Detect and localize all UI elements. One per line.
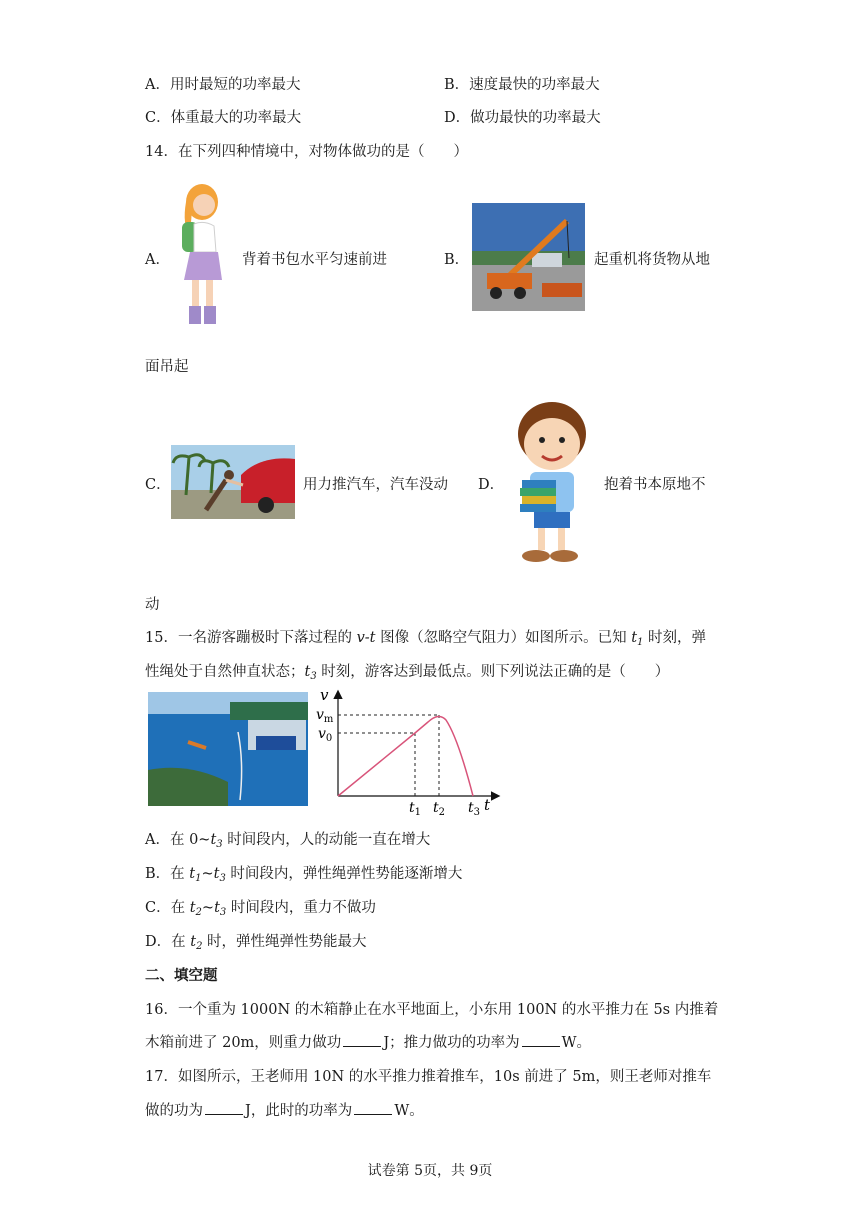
t3-label: $t_3$: [468, 800, 481, 818]
q15-option-d: D．在 $t_2$ 时，弹性绳弹性势能最大: [145, 934, 367, 952]
page-footer: 试卷第 5页，共 9页: [367, 1163, 493, 1179]
q13-option-d: D．做功最快的功率最大: [444, 110, 601, 126]
q14-c-letter: C．: [145, 477, 171, 493]
q13-option-b: B．速度最快的功率最大: [444, 77, 600, 93]
boy-holding-books-illustration: [508, 400, 590, 568]
q15-stem-line1: 15．一名游客蹦极时下落过程的 v-t 图像（忽略空气阻力）如图所示。已知 $t_1$ 时刻，弹: [145, 630, 707, 648]
q15-option-b: B．在 $t_1\sim t_3$ 时间段内，弹性绳弹性势能逐渐增大: [145, 866, 463, 884]
crane-photo: [472, 203, 585, 311]
bungee-jump-photo: [148, 692, 308, 806]
t-axis-label: t: [484, 796, 491, 814]
q14-c-text: 用力推汽车，汽车没动: [303, 477, 448, 493]
q14-stem: 14．在下列四种情境中，对物体做功的是（ ）: [145, 144, 468, 160]
push-car-photo: [171, 445, 295, 519]
q14-b-letter: B．: [444, 252, 470, 268]
section-heading-fill-in: 二、填空题: [145, 967, 218, 984]
q14-d-letter: D．: [478, 477, 505, 493]
q14-a-letter: A．: [145, 252, 170, 268]
q13-option-c: C．体重最大的功率最大: [145, 110, 302, 126]
q16-line1: 16．一个重为 1000N 的木箱静止在水平地面上，小东用 100N 的水平推力在 5s 内推着: [145, 1002, 719, 1018]
q16-blank-2[interactable]: [522, 1033, 560, 1047]
vm-label: $v_m$: [316, 707, 334, 725]
q17-line1: 17．如图所示，王老师用 10N 的水平推力推着推车，10s 前进了 5m，则王老师对推车: [145, 1069, 712, 1085]
q17-blank-1[interactable]: [205, 1101, 243, 1115]
vt-graph: [308, 686, 504, 818]
q15-option-a: A．在 $0\sim t_3$ 时间段内，人的动能一直在增大: [145, 832, 431, 850]
vt-curve: [338, 716, 473, 796]
q17-line2: 做的功为 J，此时的功率为 W。: [145, 1103, 424, 1119]
q15-option-c: C．在 $t_2\sim t_3$ 时间段内，重力不做功: [145, 900, 376, 918]
q16-line2: 木箱前进了 20m，则重力做功 J；推力做功的功率为 W。: [145, 1035, 592, 1051]
q14-a-text: 背着书包水平匀速前进: [242, 252, 387, 268]
q14-d-text: 抱着书本原地不: [604, 477, 706, 493]
q13-option-a: A．用时最短的功率最大: [145, 77, 301, 93]
q16-blank-1[interactable]: [343, 1033, 381, 1047]
q14-b-continuation: 面吊起: [145, 359, 189, 375]
q15-stem-line2: 性绳处于自然伸直状态；$t_3$ 时刻，游客达到最低点。则下列说法正确的是（ ）: [145, 664, 670, 682]
t1-label: $t_1$: [409, 800, 422, 818]
t2-label: $t_2$: [433, 800, 446, 818]
girl-backpack-illustration: [170, 180, 230, 330]
q17-blank-2[interactable]: [354, 1101, 392, 1115]
q14-b-text: 起重机将货物从地: [594, 252, 710, 268]
v0-label: $v_0$: [318, 726, 333, 744]
v-axis-label: v: [320, 686, 329, 704]
q14-d-continuation: 动: [145, 597, 160, 613]
